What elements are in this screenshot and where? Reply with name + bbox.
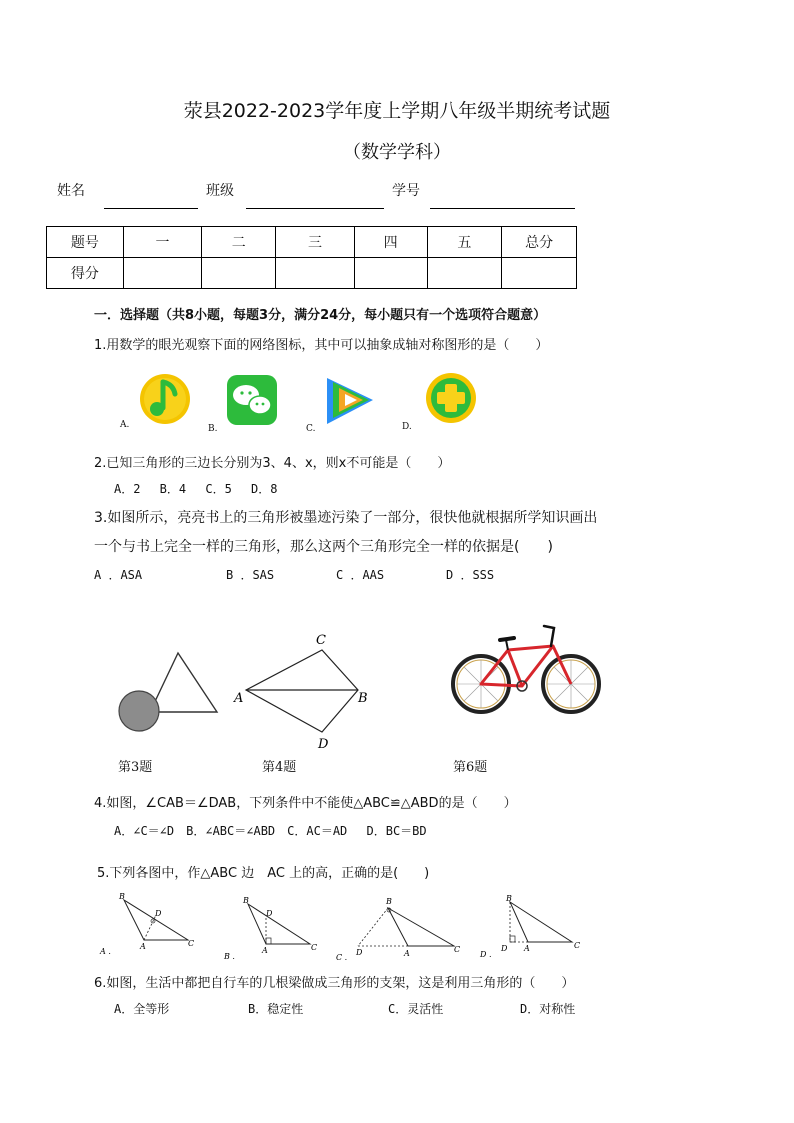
figure-6-bicycle [448,614,604,718]
score-row-label: 得分 [47,258,124,289]
q3-option-d: D ．SSS [446,568,495,582]
svg-text:B: B [119,892,125,901]
q3-option-c: C ．AAS [336,568,385,582]
svg-text:D: D [356,948,363,957]
score-cell[interactable] [354,258,427,289]
q1-option-a-label: A. [120,420,130,430]
svg-text:A: A [524,944,530,953]
q3-option-a: A ．ASA [94,568,143,582]
q5-option-a-label: A . [100,947,111,956]
q5-option-d-figure [479,894,580,959]
q1-icons [115,368,495,436]
figure-3-caption: 第3题 [118,760,153,775]
score-header-cell: 二 [202,227,276,258]
fig4-vertex-b: B [358,691,368,706]
q1-option-c-label: C. [306,424,316,434]
bicycle-saddle [500,638,514,640]
question-2-stem: 2.已知三角形的三边长分别为3、4、x，则x不可能是（ ） [94,456,451,471]
score-cell[interactable] [123,258,202,289]
score-table-header-row [47,227,577,258]
ink-blot [119,691,159,731]
q5-option-d-label: D . [480,950,492,959]
q5-figures [96,890,596,964]
q6-option-d: D．对称性 [520,1002,576,1016]
svg-text:A: A [140,942,146,951]
q1-option-b-label: B. [208,424,218,434]
exam-subtitle: （数学学科） [343,142,451,163]
q5-option-b-figure [223,896,317,961]
bicycle-frame [481,646,571,686]
bicycle-handlebar [544,626,554,646]
q5-option-b-label: B . [224,952,235,961]
exam-title: 荥县2022-2023学年度上学期八年级半期统考试题 [183,100,611,122]
class-label: 班级 [206,183,234,199]
score-cell[interactable] [502,258,577,289]
svg-text:C: C [311,943,318,952]
question-3-stem-line1: 3.如图所示，亮亮书上的三角形被墨迹污染了一部分，很快他就根据所学知识画出 [94,510,598,526]
score-table-score-row [47,258,577,289]
svg-text:C: C [454,945,461,954]
question-5-stem: 5.下列各图中，作△ABC 边 AC 上的高，正确的是( ) [97,866,430,881]
figure-6-caption: 第6题 [453,760,488,775]
svg-text:A: A [262,946,268,955]
fig4-vertex-a: A [234,691,244,706]
svg-text:C: C [574,941,581,950]
name-field[interactable] [104,208,198,209]
music-app-icon [140,374,190,424]
q1-option-d-label: D. [402,422,412,432]
fig4-vertex-c: C [316,633,326,648]
score-header-cell: 五 [427,227,502,258]
score-cell[interactable] [276,258,355,289]
q6-option-a: A．全等形 [114,1002,170,1016]
q3-option-b: B ．SAS [226,568,275,582]
section-heading: 一．选择题（共8小题，每题3分，满分24分，每小题只有一个选项符合题意） [94,308,547,323]
id-field[interactable] [430,208,575,209]
score-table [46,226,577,289]
svg-text:B: B [386,897,392,906]
figure-3-ink-triangle [112,645,224,735]
question-4-options: A．∠C＝∠D B．∠ABC＝∠ABD C．AC＝AD D．BC＝BD [114,824,427,838]
score-header-cell: 一 [123,227,202,258]
score-header-cell: 四 [354,227,427,258]
q5-option-a-figure [99,892,194,956]
question-3-stem-line2: 一个与书上完全一样的三角形，那么这两个三角形完全一样的依据是( ) [94,539,553,555]
name-label: 姓名 [57,183,85,199]
svg-text:D: D [266,909,273,918]
score-header-cell: 总分 [502,227,577,258]
score-header-cell: 题号 [47,227,124,258]
svg-text:D: D [155,909,162,918]
q5-option-c-label: C . [336,953,348,962]
figure-4-caption: 第4题 [262,760,297,775]
chat-app-icon [227,375,277,425]
svg-text:C: C [188,939,195,948]
id-label: 学号 [392,183,420,199]
question-6-stem: 6.如图，生活中都把自行车的几根梁做成三角形的支架，这是利用三角形的（ ） [94,976,575,991]
class-field[interactable] [246,208,384,209]
score-cell[interactable] [427,258,502,289]
fig4-vertex-d: D [318,737,329,752]
question-2-options: A．2 B．4 C．5 D．8 [114,482,278,496]
svg-text:A: A [404,949,410,958]
score-cell[interactable] [202,258,276,289]
q5-option-c-figure [336,897,460,962]
score-header-cell: 三 [276,227,355,258]
svg-text:B: B [243,896,249,905]
video-app-icon [327,378,373,424]
question-4-stem: 4.如图，∠CAB＝∠DAB，下列条件中不能使△ABC≌△ABD的是（ ） [94,796,517,811]
q6-option-c: C．灵活性 [388,1002,444,1016]
svg-text:D: D [501,944,508,953]
q6-option-b: B．稳定性 [248,1002,304,1016]
question-1-stem: 1.用数学的眼光观察下面的网络图标，其中可以抽象成轴对称图形的是（ ） [94,338,549,353]
svg-text:B: B [506,894,512,903]
figure-4-quadrilateral [230,630,370,752]
plus-app-icon [426,373,476,423]
